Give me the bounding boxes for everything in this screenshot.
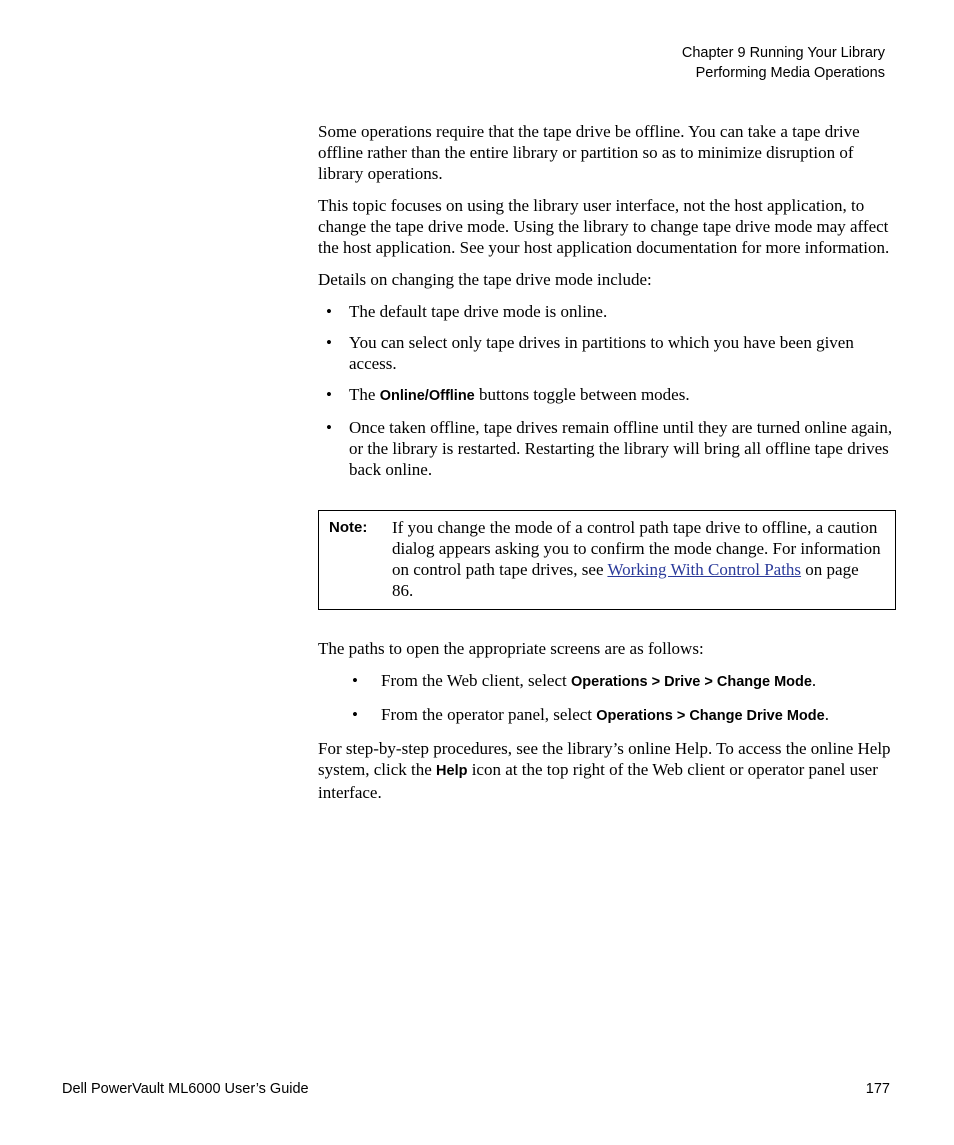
note-label: Note: xyxy=(329,519,368,536)
guide-title: Dell PowerVault ML6000 User’s Guide xyxy=(62,1081,309,1097)
list-item: • The default tape drive mode is online. xyxy=(318,301,893,322)
paragraph-topic-focus: This topic focuses on using the library user interface, not the host application, to change the tape drive mode. Using the library to change tape drive mode may affect the host application. See your host application documentation for more information. xyxy=(318,196,890,257)
paragraph-offline-intro: Some operations require that the tape drive be offline. You can take a tape drive offline rather than the entire library or partition so as to minimize disruption of library operations. xyxy=(318,122,860,183)
ui-term-help: Help xyxy=(436,763,468,779)
list-item: • You can select only tape drives in partitions to which you have been given access. xyxy=(318,332,893,374)
details-list xyxy=(318,301,893,480)
main-content xyxy=(318,121,893,814)
ui-path-web: Operations > Drive > Change Mode xyxy=(571,674,812,690)
control-paths-link[interactable]: Working With Control Paths xyxy=(607,560,802,579)
paragraph-details-intro: Details on changing the tape drive mode include: xyxy=(318,270,652,289)
note-box xyxy=(318,510,896,610)
paths-list xyxy=(318,670,893,727)
list-item: • From the Web client, select Operations > Drive > Change Mode. xyxy=(318,670,893,693)
section-title: Performing Media Operations xyxy=(695,65,885,81)
list-item: • From the operator panel, select Operations > Change Drive Mode. xyxy=(318,704,893,727)
list-item: • Once taken offline, tape drives remain offline until they are turned online again, or the library is restarted. Restarting the library will bring all offline tape drives back online. xyxy=(318,417,893,480)
list-item: • The Online/Offline buttons toggle between modes. xyxy=(318,384,893,407)
chapter-title: Chapter 9 Running Your Library xyxy=(681,45,885,61)
page-footer xyxy=(62,1081,890,1097)
ui-term-online-offline: Online/Offline xyxy=(379,388,475,404)
note-text: If you change the mode of a control path tape drive to offline, a caution dialog appears asking you to confirm the mode change. For information on control path tape drives, see Working With Control Paths on page 86. xyxy=(392,518,881,600)
paragraph-paths-intro: The paths to open the appropriate screens are as follows: xyxy=(318,639,704,658)
ui-path-operator: Operations > Change Drive Mode xyxy=(596,708,825,724)
page-number: 177 xyxy=(865,1081,890,1097)
running-header xyxy=(682,43,885,83)
paragraph-help: For step-by-step procedures, see the library’s online Help. To access the online Help system, click the Help icon at the top right of the Web client or operator panel user interface. xyxy=(318,739,891,802)
